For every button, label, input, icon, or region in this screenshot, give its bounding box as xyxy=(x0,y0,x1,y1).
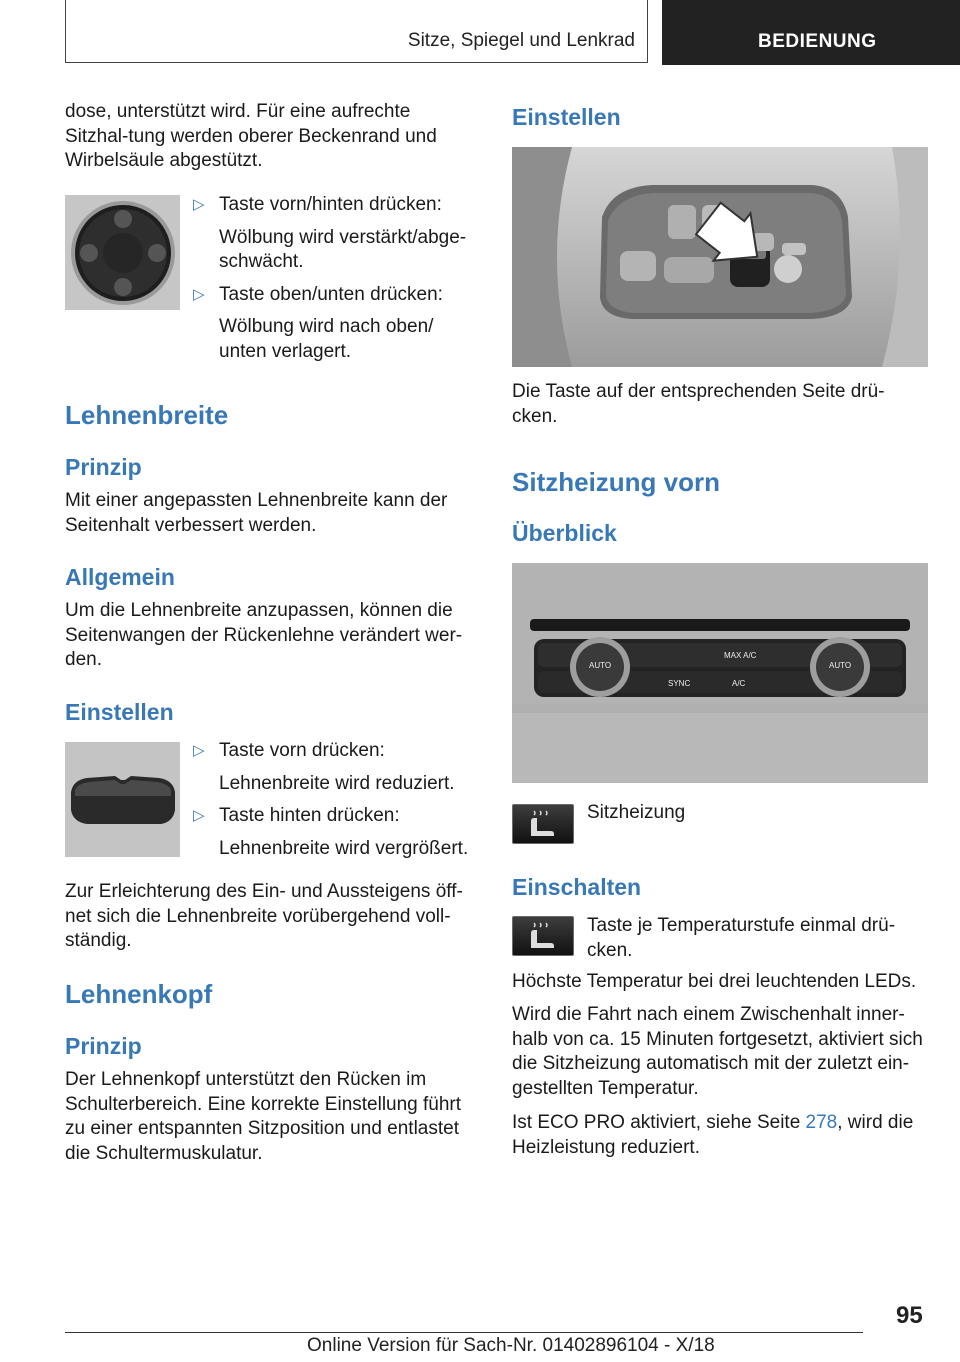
chapter-tab-label: BEDIENUNG xyxy=(758,31,877,52)
list-item: ▷ Taste hinten drücken: xyxy=(193,804,483,829)
heading-prinzip: Prinzip xyxy=(65,1033,142,1059)
list-item-detail: Wölbung wird verstärkt/abge-schwächt. xyxy=(219,226,467,272)
einschalten-paragraph: Taste je Temperaturstufe einmal drü-cken. xyxy=(587,915,896,961)
heading-allgemein: Allgemein xyxy=(65,564,175,590)
intro-paragraph: dose, unterstützt wird. Für eine aufrechte Sitzhal-tung werden oberer Beckenrand und Wirbelsäule abgestützt. xyxy=(65,101,437,171)
backrest-width-button-image xyxy=(65,742,180,857)
list-item-detail: Lehnenbreite wird reduziert. xyxy=(219,772,455,794)
list-item-detail: Lehnenbreite wird vergrößert. xyxy=(219,837,469,859)
heading-lehnenkopf: Lehnenkopf xyxy=(65,979,213,1009)
auto-label-left: AUTO xyxy=(589,661,612,670)
lumbar-button-image xyxy=(65,195,180,310)
triangle-bullet-icon: ▷ xyxy=(193,742,205,759)
list-item: ▷ Taste oben/unten drücken: xyxy=(193,283,483,308)
heading-prinzip: Prinzip xyxy=(65,454,142,480)
lumbar-bullet-list xyxy=(193,193,483,364)
seat-heating-button-icon xyxy=(512,804,574,844)
seat-control-image xyxy=(512,147,928,367)
heading-sitzheizung: Sitzheizung vorn xyxy=(512,467,720,497)
seat-heating-button-icon xyxy=(512,916,574,956)
sync-label: SYNC xyxy=(668,679,691,688)
list-item-detail: Wölbung wird nach oben/ unten verlagert. xyxy=(219,316,434,362)
lehnenkopf-paragraph: Der Lehnenkopf unterstützt den Rücken im Schulterbereich. Eine korrekte Einstellung führt zu einer entspannten Sitzposition und entlastet die Schultermuskulatur. xyxy=(65,1069,462,1164)
list-item: ▷ Taste vorn drücken: xyxy=(193,739,483,764)
width-bullet-list xyxy=(193,739,483,861)
triangle-bullet-icon: ▷ xyxy=(193,285,205,303)
online-version-footer: Online Version für Sach-Nr. 01402896104 - X/18 xyxy=(307,1335,715,1356)
heading-lehnenbreite: Lehnenbreite xyxy=(65,400,229,430)
heading-einstellen: Einstellen xyxy=(512,104,621,130)
heading-ueberblick: Überblick xyxy=(512,520,617,546)
heading-einstellen: Einstellen xyxy=(65,699,174,725)
heading-einschalten: Einschalten xyxy=(512,874,642,900)
prinzip-paragraph: Mit einer angepassten Lehnenbreite kann der Seitenhalt verbessert werden. xyxy=(65,490,448,536)
list-item: ▷ Taste vorn/hinten drücken: xyxy=(193,193,483,218)
auto-label-right: AUTO xyxy=(829,661,852,670)
triangle-bullet-icon: ▷ xyxy=(193,196,205,213)
eco-paragraph: Ist ECO PRO aktiviert, siehe Seite 278, wird die Heizleistung reduziert. xyxy=(512,1112,914,1158)
ac-label: A/C xyxy=(732,679,746,688)
chapter-tab[interactable] xyxy=(662,0,960,65)
einstellen-paragraph: Die Taste auf der entsprechenden Seite drü-cken. xyxy=(512,381,885,427)
seat-heating-caption: Sitzheizung xyxy=(587,802,686,823)
resume-paragraph: Wird die Fahrt nach einem Zwischenhalt inner-halb von ca. 15 Minuten fortgesetzt, aktiviert sich die Sitzheizung automatisch mit der zuletzt ein-gestellten Temperatur. xyxy=(512,1004,923,1099)
max-temp-paragraph: Höchste Temperatur bei drei leuchtenden LEDs. xyxy=(512,971,917,992)
footer-divider xyxy=(65,1332,863,1333)
page-link[interactable]: 278 xyxy=(805,1112,838,1133)
triangle-bullet-icon: ▷ xyxy=(193,807,205,824)
allgemein-paragraph: Um die Lehnenbreite anzupassen, können die Seitenwangen der Rückenlehne verändert wer-den. xyxy=(65,600,463,670)
page-number: 95 xyxy=(896,1302,923,1329)
entry-paragraph: Zur Erleichterung des Ein- und Aussteigens öff-net sich die Lehnenbreite vorübergehend voll-ständig. xyxy=(65,881,463,951)
section-title: Sitze, Spiegel und Lenkrad xyxy=(407,30,635,51)
climate-panel-image xyxy=(512,563,928,783)
maxac-label: MAX A/C xyxy=(724,651,757,660)
